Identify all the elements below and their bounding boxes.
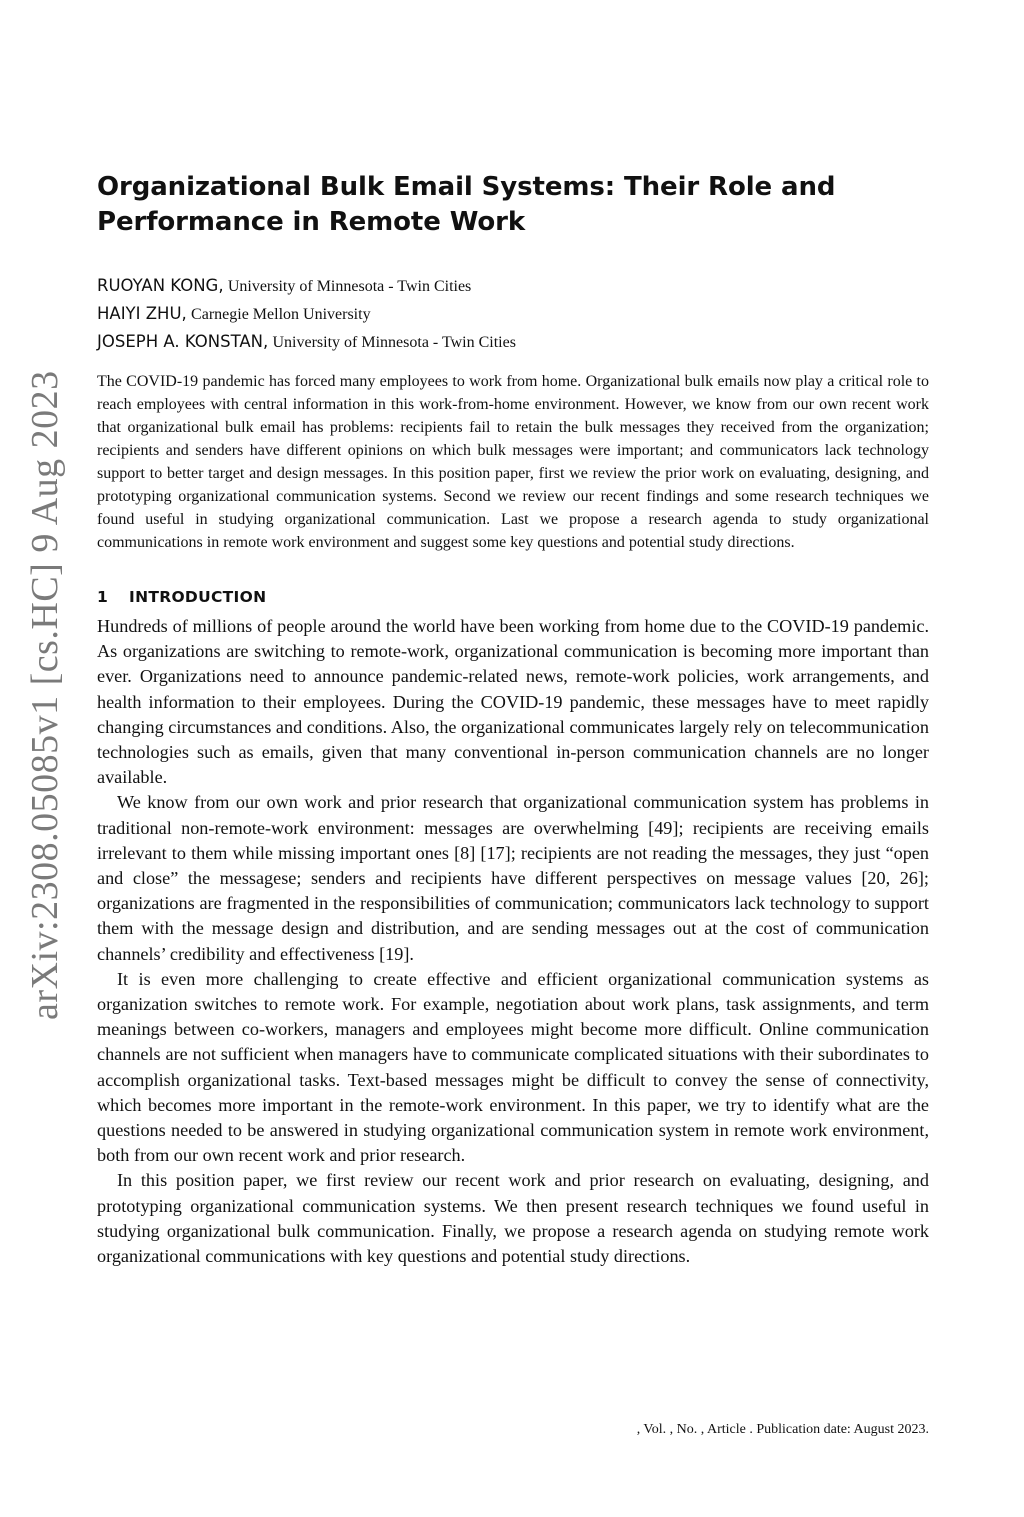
author-name: JOSEPH A. KONSTAN, (97, 332, 269, 351)
page-footer: , Vol. , No. , Article . Publication date: August 2023. (636, 1422, 929, 1437)
author-affiliation: University of Minnesota - Twin Cities (227, 278, 472, 295)
author-name: HAIYI ZHU, (97, 304, 187, 323)
author-entry (97, 300, 929, 328)
paper-page-content (97, 170, 929, 1269)
body-paragraph: Hundreds of millions of people around the world have been working from home due to the COVID-19 pandemic. As organizations are switching to remote-work, organizational communication is becoming more important than ever. Organizations need to announce pandemic-related news, remote-work policies, work arrangements, and health information to their employees. During the COVID-19 pandemic, these messages have to meet rapidly changing circumstances and conditions. Also, the organizational communicates largely rely on telecommunication technologies such as emails, given that many conventional in-person communication channels are no longer available. (97, 616, 929, 788)
arxiv-identifier-stamp: arXiv:2308.05085v1 [cs.HC] 9 Aug 2023 (24, 370, 66, 1020)
body-paragraph: In this position paper, we first review our recent work and prior research on evaluating, designing, and prototyping organizational communication systems. We then present research techniques we found useful in studying organizational bulk communication. Finally, we propose a research agenda on studying remote work organizational communications with key questions and potential study directions. (97, 1170, 929, 1267)
abstract: The COVID-19 pandemic has forced many employees to work from home. Organizational bulk emails now play a critical role to reach employees with central information in this work-from-home environment. However, we know from our own recent work that organizational bulk email has problems: recipients fail to retain the bulk messages they received from the organization; recipients and senders have different opinions on which bulk messages were important; and communicators lack technology support to better target and design messages. In this position paper, first we review the prior work on evaluating, designing, and prototyping organizational communication systems. Second we review our recent findings and some research techniques we found useful in studying organizational communication. Last we propose a research agenda to study organizational communications in remote work environment and suggest some key questions and potential study directions. (97, 373, 929, 551)
paper-title: Organizational Bulk Email Systems: Their Role and Performance in Remote Work (97, 172, 836, 237)
section-heading (97, 586, 929, 608)
body-paragraph: It is even more challenging to create effective and efficient organizational communication systems as organization switches to remote work. For example, negotiation about work plans, task assignments, and term meanings between co-workers, managers and employees might become more difficult. Online communication channels are not sufficient when managers have to communicate complicated situations with their subordinates to accomplish organizational tasks. Text-based messages might be difficult to convey the sense of connectivity, which becomes more important in the remote-work environment. In this paper, we try to identify what are the questions needed to be answered in studying organizational communication system in remote work environment, both from our own recent work and prior research. (97, 968, 929, 1166)
introduction-body (97, 614, 929, 1269)
body-paragraph: We know from our own work and prior research that organizational communication system has problems in traditional non-remote-work environment: messages are overwhelming [49]; recipients are receiving emails irrelevant to them while missing important ones [8] [17]; recipients are not reading the messages, they just “open and close” the messagese; senders and recipients have different perspectives on message values [20, 26]; organizations are fragmented in the responsibilities of communication; communicators lack technology to support them with the message design and distribution, and are sending messages out at the cost of communication channels’ credibility and effectiveness [19]. (97, 792, 929, 964)
section-number: 1 (97, 588, 109, 606)
author-entry (97, 328, 929, 356)
author-name: RUOYAN KONG, (97, 276, 224, 295)
author-affiliation: Carnegie Mellon University (191, 306, 371, 323)
section-title: INTRODUCTION (129, 588, 267, 606)
author-affiliation: University of Minnesota - Twin Cities (272, 334, 516, 351)
author-entry (97, 272, 929, 300)
author-list (97, 272, 929, 356)
